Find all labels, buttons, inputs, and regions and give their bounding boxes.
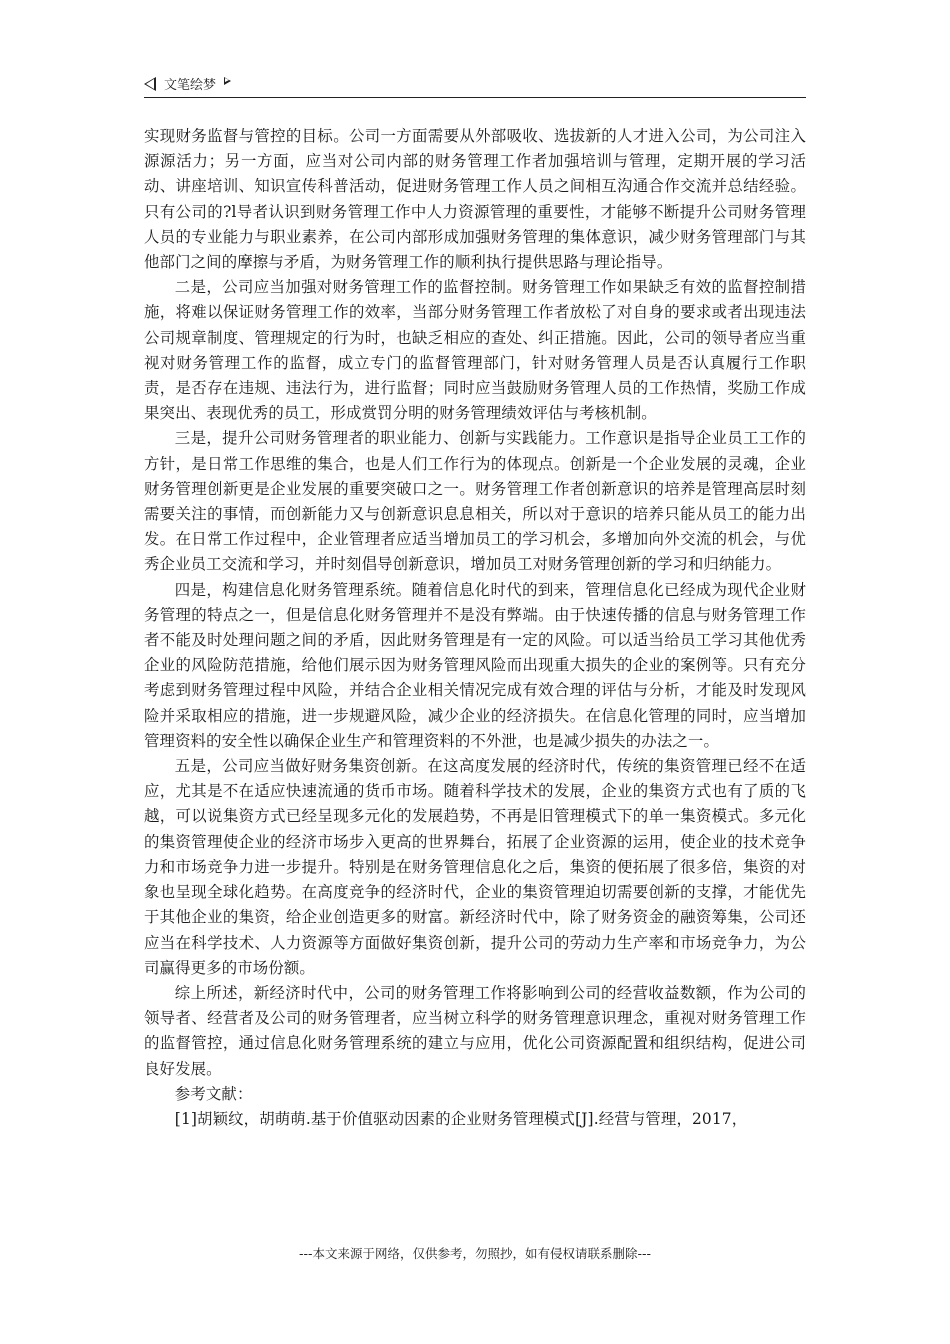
header-brand [144, 74, 231, 93]
paragraph-2: 二是，公司应当加强对财务管理工作的监督控制。财务管理工作如果缺乏有效的监督控制措施，将难以保证财务管理工作的效率，当部分财务管理工作者放松了对自身的要求或者出现违法公司规章制度、管理规定的行为时，也缺乏相应的查处、纠正措施。因此，公司的领导者应当重视对财务管理工作的监督，成立专门的监督管理部门，针对财务管理人员是否认真履行工作职责，是否存在违规、违法行为，进行监督；同时应当鼓励财务管理人员的工作热情，奖励工作成果突出、表现优秀的员工，形成赏罚分明的财务管理绩效评估与考核机制。 [144, 278, 806, 423]
header-title: 文笔绘梦 [164, 78, 217, 93]
page-header [144, 74, 806, 98]
paragraph-5: 五是，公司应当做好财务集资创新。在这高度发展的经济时代，传统的集资管理已经不在适应，尤其是不在适应快速流通的货币市场。随着科学技术的发展，企业的集资方式也有了质的飞越，可以说集资方式已经呈现多元化的发展趋势，不再是旧管理模式下的单一集资模式。多元化的集资管理使企业的经济市场步入更高的世界舞台，拓展了企业资源的运用，使企业的技术竞争力和市场竞争力进一步提升。特别是在财务管理信息化之后，集资的便拓展了很多倍，集资的对象也呈现全球化趋势。在高度竞争的经济时代，企业的集资管理迫切需要创新的支撑，才能优先于其他企业的集资，给企业创造更多的财富。新经济时代中，除了财务资金的融资筹集，公司还应当在科学技术、人力资源等方面做好集资创新，提升公司的劳动力生产率和市场竞争力，为公司赢得更多的市场份额。 [144, 757, 806, 977]
triangle-left-icon [144, 77, 156, 91]
document-body [144, 124, 806, 1132]
triangle-right-icon [224, 77, 231, 85]
page-footer: ---本文来源于网络，仅供参考，勿照抄，如有侵权请联系删除--- [298, 1246, 652, 1261]
paragraph-3: 三是，提升公司财务管理者的职业能力、创新与实践能力。工作意识是指导企业员工工作的方针，是日常工作思维的集合，也是人们工作行为的体现点。创新是一个企业发展的灵魂，企业财务管理创新更是企业发展的重要突破口之一。财务管理工作者创新意识的培养是管理高层时刻需要关注的事情，而创新能力又与创新意识息息相关，所以对于意识的培养只能从员工的能力出发。在日常工作过程中，企业管理者应适当增加员工的学习机会，多增加向外交流的机会，与优秀企业员工交流和学习，并时刻倡导创新意识，增加员工对财务管理创新的学习和归纳能力。 [144, 429, 806, 574]
references-heading: 参考文献： [174, 1084, 253, 1103]
paragraph-summary: 综上所述，新经济时代中，公司的财务管理工作将影响到公司的经营收益数额，作为公司的领导者、经营者及公司的财务管理者，应当树立科学的财务管理意识理念，重视对财务管理工作的监督管控，通过信息化财务管理系统的建立与应用，优化公司资源配置和组织结构，促进公司良好发展。 [144, 983, 806, 1078]
paragraph-continued: 实现财务监督与管控的目标。公司一方面需要从外部吸收、选拔新的人才进入公司，为公司注入源源活力；另一方面，应当对公司内部的财务管理工作者加强培训与管理，定期开展的学习活动、讲座培训、知识宣传科普活动，促进财务管理工作人员之间相互沟通合作交流并总结经验。只有公司的?l导者认识到财务管理工作中人力资源管理的重要性，才能够不断提升公司财务管理人员的专业能力与职业素养，在公司内部形成加强财务管理的集体意识，减少财务管理部门与其他部门之间的摩擦与矛盾，为财务管理工作的顺利执行提供思路与理论指导。 [144, 127, 806, 272]
paragraph-4: 四是，构建信息化财务管理系统。随着信息化时代的到来，管理信息化已经成为现代企业财务管理的特点之一，但是信息化财务管理并不是没有弊端。由于快速传播的信息与财务管理工作者不能及时处理问题之间的矛盾，因此财务管理是有一定的风险。可以适当给员工学习其他优秀企业的风险防范措施，给他们展示因为财务管理风险而出现重大损失的企业的案例等。只有充分考虑到财务管理过程中风险，并结合企业相关情况完成有效合理的评估与分析，才能及时发现风险并采取相应的措施，进一步规避风险，减少企业的经济损失。在信息化管理的同时，应当增加管理资料的安全性以确保企业生产和管理资料的不外泄，也是减少损失的办法之一。 [144, 580, 806, 750]
reference-item: [1]胡颖纹，胡萌萌.基于价值驱动因素的企业财务管理模式[J].经营与管理，2017， [174, 1109, 748, 1128]
header-rule [144, 97, 806, 98]
